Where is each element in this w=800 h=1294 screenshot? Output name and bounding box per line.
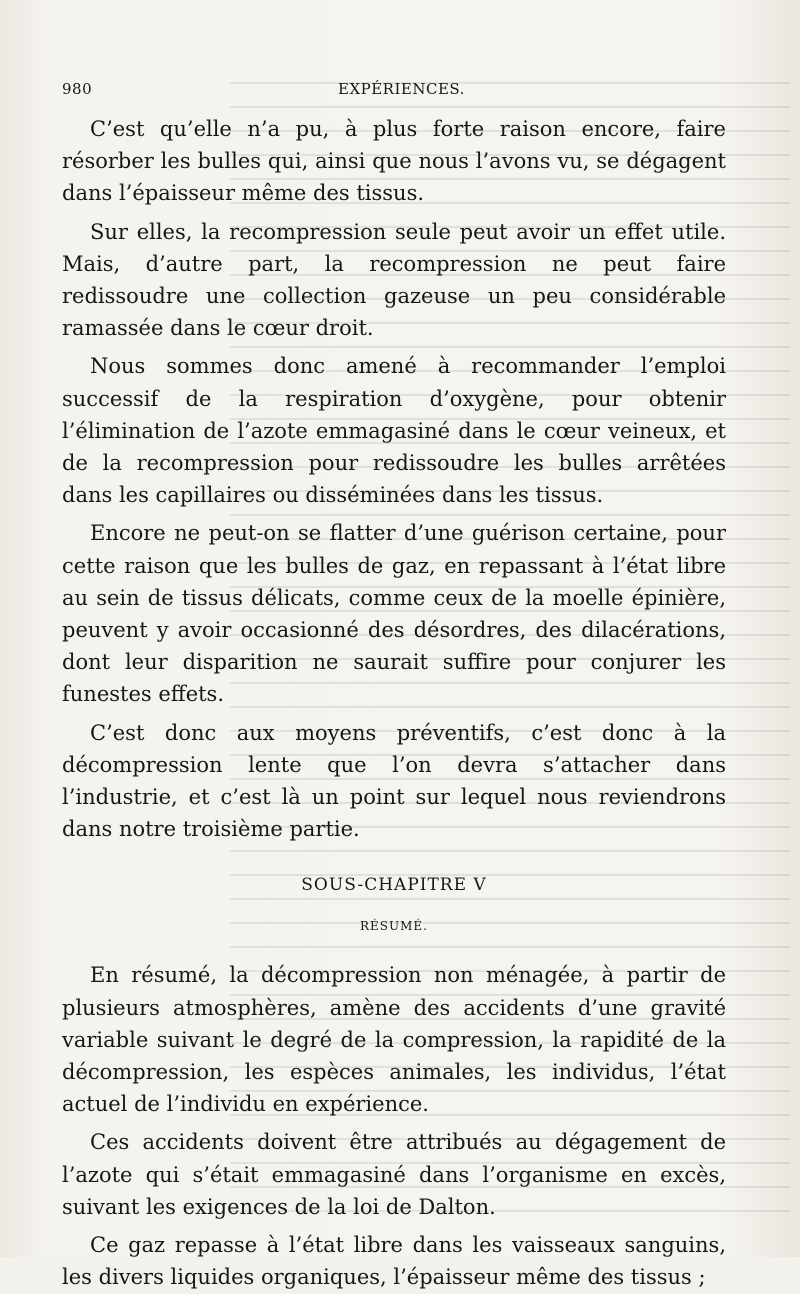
paragraph: C’est donc aux moyens préventifs, c’est donc à la décompression lente que l’on devra s’attacher dans l’industrie, et c’est là un point sur lequel nous reviendrons dans notre troisième partie. [62,720,726,842]
paragraph: En résumé, la décompression non ménagée, à partir de plusieurs atmosphères, amène des accidents d’une gravité variable suivant le degré de la compression, la rapidité de la décompression, les espèces animales, les individus, l’état actuel de l’individu en expérience. [62,963,726,1117]
paragraph: Ce gaz repasse à l’état libre dans les vaisseaux sanguins, les divers liquides organiques, l’épaisseur même des tissus ; [62,1233,726,1290]
paragraph: Encore ne peut-on se flatter d’une guérison certaine, pour cette raison que les bulles de gaz, en repassant à l’état libre au sein de tissus délicats, comme ceux de la moelle épinière, peuvent y avoir occasionné des désordres, des dilacérations, dont leur disparition ne saurait suffire pour conjurer les funestes effets. [62,521,726,707]
section-subtitle: RÉSUMÉ. [360,919,428,934]
paragraph: C’est qu’elle n’a pu, à plus forte raison encore, faire résorber les bulles qui, ainsi que nous l’avons vu, se dégagent dans l’épaisseur même des tissus. [62,117,726,206]
running-title: EXPÉRIENCES. [338,80,465,98]
page-body [62,113,726,1294]
page-number: 980 [62,80,93,98]
paragraph: Nous sommes donc amené à recommander l’emploi successif de la respiration d’oxygène, pour obtenir l’élimination de l’azote emmagasiné dans le cœur veineux, et de la recompression pour redissoudre les bulles arrêtées dans les capillaires ou disséminées dans les tissus. [62,354,726,508]
paragraph: Ces accidents doivent être attribués au dégagement de l’azote qui s’était emmagasiné dans l’organisme en excès, suivant les exigences de la loi de Dalton. [62,1130,726,1219]
paragraph: Sur elles, la recompression seule peut avoir un effet utile. Mais, d’autre part, la recompression ne peut faire redissoudre une collection gazeuse un peu considérable ramassée dans le cœur droit. [62,219,726,341]
page-header [62,80,724,104]
chapter-title: SOUS-CHAPITRE V [301,875,487,896]
